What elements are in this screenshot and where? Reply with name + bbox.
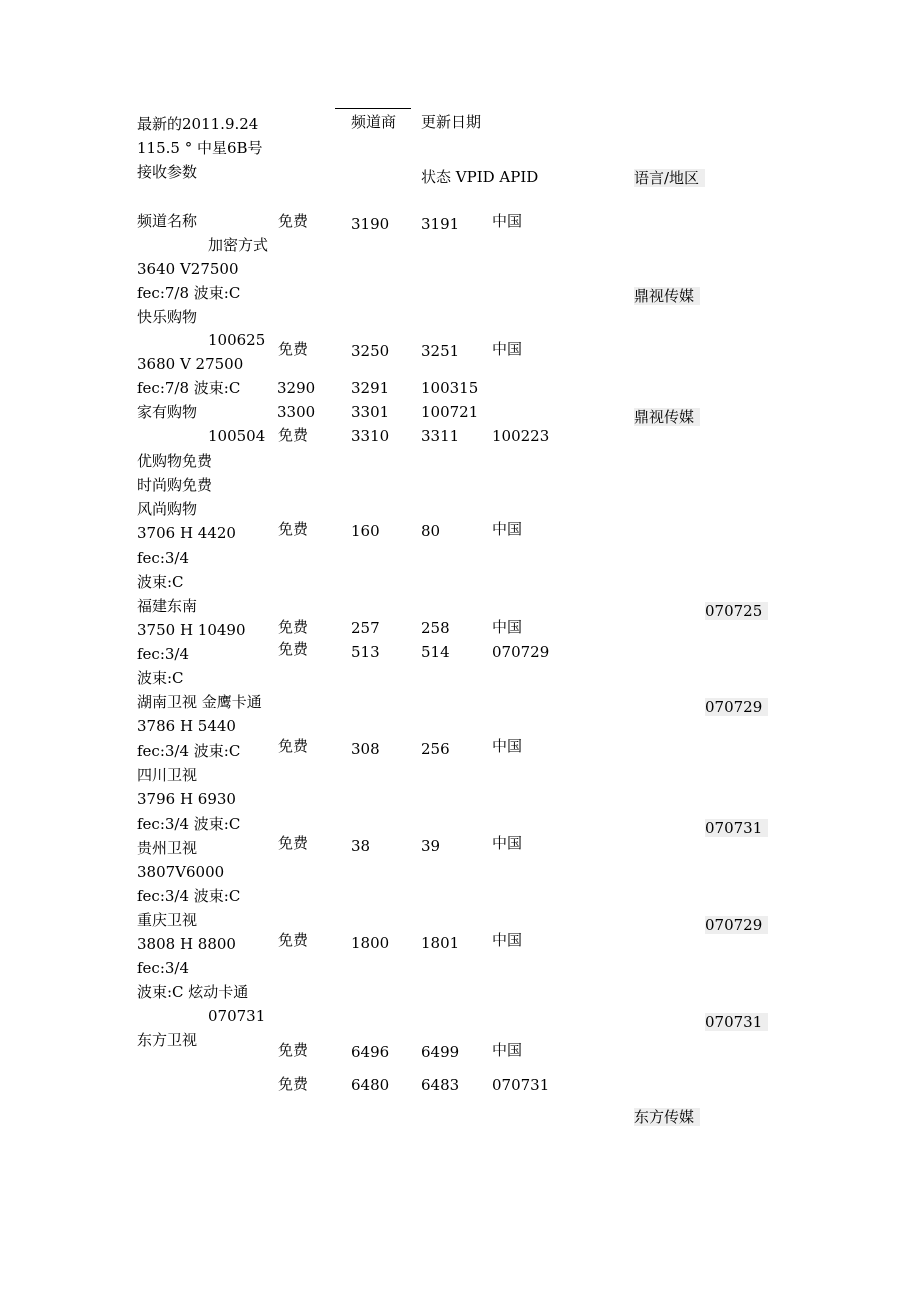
status-cell: 免费 — [278, 212, 309, 230]
left-text: 3750 H 10490 — [137, 621, 246, 639]
left-text: fec:3/4 波束:C — [137, 815, 241, 833]
left-text: fec:7/8 波束:C — [137, 379, 241, 397]
apid-cell: 514 — [421, 643, 450, 661]
left-text: 100625 — [208, 331, 266, 349]
vpid-cell: 3250 — [351, 342, 390, 360]
status-cell: 免费 — [278, 426, 309, 444]
left-text: 波束:C — [137, 573, 184, 591]
region-cell: 中国 — [492, 340, 523, 358]
apid-cell: 3191 — [421, 215, 460, 233]
left-text: 风尚购物 — [137, 500, 198, 518]
satellite-name: 115.5 ° 中星6B号 — [137, 139, 263, 157]
left-text: 3808 H 8800 — [137, 935, 236, 953]
update-date-cell: 070725 — [705, 602, 768, 620]
col-status-pids-header: 状态 VPID APID — [421, 168, 539, 186]
apid-cell: 3311 — [421, 427, 460, 445]
vpid-cell: 1800 — [351, 934, 390, 952]
region-cell: 中国 — [492, 834, 523, 852]
apid-cell: 6499 — [421, 1043, 460, 1061]
apid-cell: 39 — [421, 837, 441, 855]
vpid-cell: 160 — [351, 522, 380, 540]
vpid-cell: 38 — [351, 837, 371, 855]
left-text: 时尚购免费 — [137, 476, 213, 494]
left-text: fec:3/4 波束:C — [137, 887, 241, 905]
left-text: 3796 H 6930 — [137, 790, 236, 808]
update-date-cell: 070731 — [705, 819, 768, 837]
left-text: 优购物免费 — [137, 452, 213, 470]
status-cell: 免费 — [278, 340, 309, 358]
update-date-cell: 070729 — [705, 916, 768, 934]
apid-cell: 1801 — [421, 934, 460, 952]
status-cell: 3300 — [277, 403, 316, 421]
apid-cell: 6483 — [421, 1076, 460, 1094]
left-text: 快乐购物 — [137, 308, 198, 326]
left-text: 3680 V 27500 — [137, 355, 244, 373]
region-cell: 中国 — [492, 212, 523, 230]
vpid-cell: 3291 — [351, 379, 390, 397]
left-text: fec:3/4 波束:C — [137, 742, 241, 760]
provider-cell: 鼎视传媒 — [634, 287, 700, 305]
apid-cell: 258 — [421, 619, 450, 637]
left-text: 波束:C 炫动卡通 — [137, 983, 249, 1001]
vpid-cell: 6480 — [351, 1076, 390, 1094]
col-provider-header: 频道商 — [351, 113, 397, 131]
apid-cell: 100315 — [421, 379, 479, 397]
apid-cell: 3251 — [421, 342, 460, 360]
region-cell: 中国 — [492, 520, 523, 538]
status-cell: 免费 — [278, 1041, 309, 1059]
left-text: 3807V6000 — [137, 863, 225, 881]
left-text: fec:3/4 — [137, 549, 190, 567]
page-title: 最新的2011.9.24 — [137, 115, 259, 133]
left-text: 3640 V27500 — [137, 260, 239, 278]
receive-params-label: 接收参数 — [137, 163, 198, 181]
update-date-cell: 070729 — [705, 698, 768, 716]
left-text: 四川卫视 — [137, 766, 198, 784]
left-text: 加密方式 — [208, 236, 269, 254]
left-text: 家有购物 — [137, 403, 198, 421]
status-cell: 免费 — [278, 737, 309, 755]
col-update-date-header: 更新日期 — [421, 113, 482, 131]
region-cell: 中国 — [492, 1041, 523, 1059]
left-text: 100504 — [208, 427, 266, 445]
region-cell: 070729 — [492, 643, 550, 661]
region-cell: 中国 — [492, 931, 523, 949]
left-text: 频道名称 — [137, 212, 198, 230]
left-text: 波束:C — [137, 669, 184, 687]
col-language-region-header: 语言/地区 — [634, 169, 705, 187]
vpid-cell: 257 — [351, 619, 380, 637]
region-cell: 070731 — [492, 1076, 550, 1094]
apid-cell: 256 — [421, 740, 450, 758]
left-text: 3706 H 4420 — [137, 524, 236, 542]
vpid-cell: 6496 — [351, 1043, 390, 1061]
left-text: 3786 H 5440 — [137, 717, 236, 735]
vpid-cell: 3190 — [351, 215, 390, 233]
vpid-cell: 308 — [351, 740, 380, 758]
left-text: 东方卫视 — [137, 1031, 198, 1049]
left-text: 湖南卫视 金鹰卡通 — [137, 693, 262, 711]
left-text: fec:3/4 — [137, 645, 190, 663]
status-cell: 免费 — [278, 618, 309, 636]
provider-cell: 东方传媒 — [634, 1108, 700, 1126]
region-cell: 中国 — [492, 737, 523, 755]
apid-cell: 100721 — [421, 403, 479, 421]
status-cell: 免费 — [278, 640, 309, 658]
status-cell: 免费 — [278, 931, 309, 949]
vpid-cell: 3301 — [351, 403, 390, 421]
provider-cell: 鼎视传媒 — [634, 408, 700, 426]
left-text: 福建东南 — [137, 597, 198, 615]
apid-cell: 80 — [421, 522, 441, 540]
status-cell: 免费 — [278, 834, 309, 852]
header-rule — [335, 108, 411, 109]
left-text: 重庆卫视 — [137, 911, 198, 929]
vpid-cell: 513 — [351, 643, 380, 661]
status-cell: 免费 — [278, 520, 309, 538]
left-text: 贵州卫视 — [137, 839, 198, 857]
left-text: 070731 — [208, 1007, 266, 1025]
status-cell: 3290 — [277, 379, 316, 397]
update-date-cell: 070731 — [705, 1013, 768, 1031]
left-text: fec:3/4 — [137, 959, 190, 977]
region-cell: 100223 — [492, 427, 550, 445]
status-cell: 免费 — [278, 1075, 309, 1093]
vpid-cell: 3310 — [351, 427, 390, 445]
region-cell: 中国 — [492, 618, 523, 636]
left-text: fec:7/8 波束:C — [137, 284, 241, 302]
